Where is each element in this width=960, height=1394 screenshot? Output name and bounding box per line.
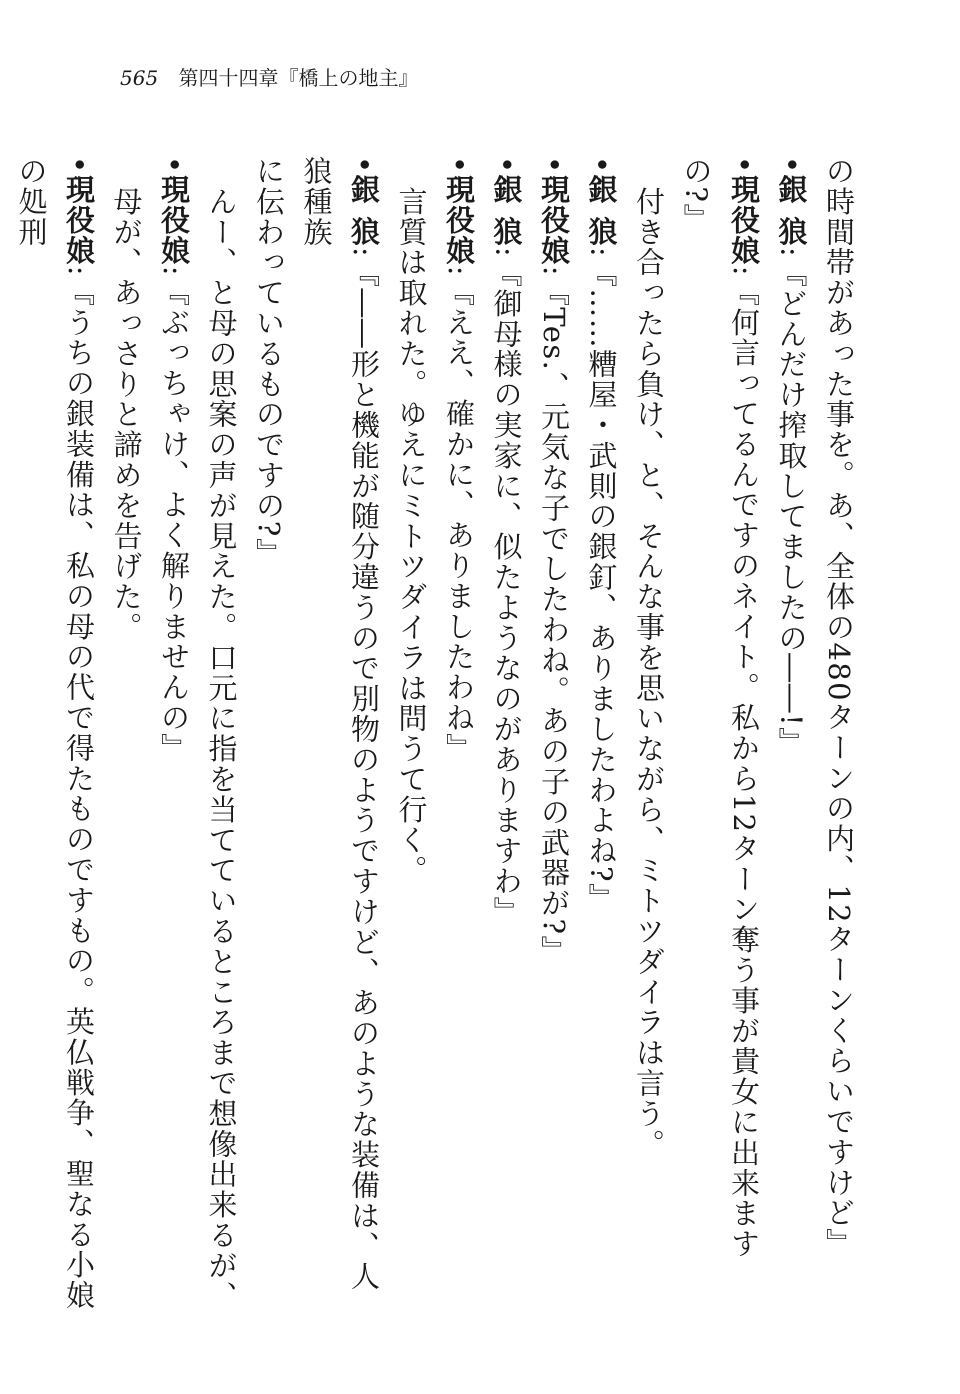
text-line: に伝わっているものですの?』 xyxy=(252,156,286,569)
bullet: • xyxy=(442,156,476,175)
running-header xyxy=(120,62,419,91)
bullet: • xyxy=(584,156,619,175)
speaker-name: 銀 狼 xyxy=(774,174,809,247)
dialogue-line: •銀 狼:『どんだけ搾取してましたの――!』 xyxy=(774,156,809,758)
bullet: • xyxy=(157,156,191,175)
dialogue-line: •現役娘:『ぶっちゃけ、よく解りませんの』 xyxy=(157,156,191,764)
narration-line: んー、と母の思案の声が見えた。口元に指を当てているところまで想像出来るが、 xyxy=(204,186,239,1312)
dialogue-line: •銀 狼:『……糟屋・武則の銀釘、ありましたわよね?』 xyxy=(584,156,619,914)
dialogue-line: •現役娘:『ええ、確かに、ありましたわね』 xyxy=(442,156,476,764)
speaker-name: 銀 狼 xyxy=(584,174,619,247)
bullet: • xyxy=(62,156,96,175)
bullet: • xyxy=(347,156,381,175)
bullet: • xyxy=(537,156,571,175)
speaker-name: 現役娘 xyxy=(727,174,761,266)
vertical-text-body xyxy=(14,156,862,1316)
dialogue-line: •銀 狼:『――形と機能が随分違うので別物のようですけど、あのような装備は、人狼種族 xyxy=(299,156,381,1292)
speaker-name: 銀 狼 xyxy=(489,174,524,247)
dialogue-line: •銀 狼:『御母様の実家に、似たようなのがありますわ』 xyxy=(489,156,524,927)
dialogue-line: •現役娘:『うちの銀装備は、私の母の代で得たものですもの。英仏戦争、聖なる小娘の処刑 xyxy=(14,156,96,1311)
narration-line: 言質は取れた。ゆえにミトツダイラは問うて行く。 xyxy=(394,186,429,886)
speaker-name: 現役娘 xyxy=(442,174,476,266)
text-line: の時間帯があった事を。あ、全体の480ターンの内、12ターンくらいですけど』 xyxy=(822,156,856,1259)
bullet: • xyxy=(489,156,524,175)
speaker-name: 現役娘 xyxy=(157,174,191,266)
narration-line: 付き合ったら負け、と、そんな事を思いながら、ミトツダイラは言う。 xyxy=(632,186,666,1160)
dialogue-line: •現役娘:『何言ってるんですのネイト。私から12ターン奪う事が貴女に出来ますの?』 xyxy=(679,156,761,1259)
page-number: 565 xyxy=(120,66,159,90)
bullet: • xyxy=(774,156,809,175)
chapter-title: 第四十四章『橋上の地主』 xyxy=(178,66,419,90)
bullet: • xyxy=(727,156,761,175)
narration-line: 母が、あっさりと諦めを告げた。 xyxy=(109,186,144,643)
speaker-name: 現役娘 xyxy=(62,174,96,266)
dialogue-line: •現役娘:『Tes.、元気な子でしたわね。あの子の武器が?』 xyxy=(537,156,571,966)
speaker-name: 現役娘 xyxy=(537,174,571,266)
speaker-name: 銀 狼 xyxy=(347,174,381,247)
text-line xyxy=(0,156,7,1316)
